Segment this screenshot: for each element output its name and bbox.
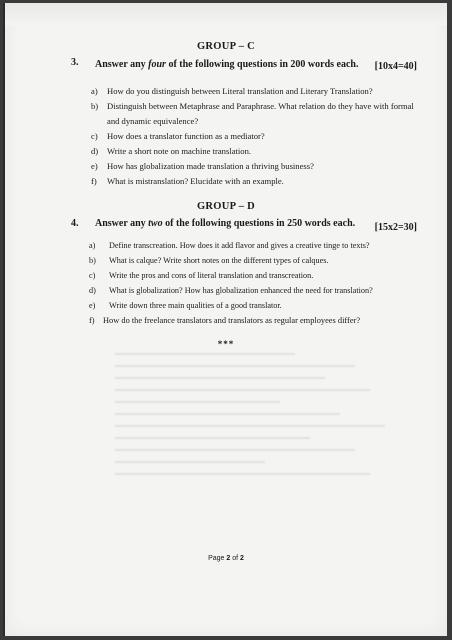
end-of-questions-mark: *** <box>217 339 235 349</box>
question-4-number: 4. <box>71 218 79 229</box>
scan-top-shadow <box>5 3 447 25</box>
question-3-marks: [10x4=40] <box>374 61 417 72</box>
group-d-title: GROUP – D <box>196 201 256 212</box>
page-footer: Page 2 of 2 <box>208 555 244 562</box>
question-4-instruction: Answer any two of the following questions in 250 words each. <box>95 218 356 229</box>
question-4-marks: [15x2=30] <box>374 222 417 233</box>
question-3-number: 3. <box>71 57 79 68</box>
bleed-through-text <box>115 343 415 553</box>
question-3-instruction: Answer any four of the following questions in 200 words each. <box>95 59 359 70</box>
exam-page: GROUP – C 3. Answer any four of the following questions in 200 words each. [10x4=40] a) How do you distinguish between Literal translation and Literary Translation? b) Distinguish between Metaphrase and Paraphrase. What relation do they have with formal and dynamic equivalence? c) How does a translator function as a mediator? d) Write a short note on machine translation. e) How has globalization made translation a thriving business? f) What is mistranslation? Elucidate with an example. GROUP – D 4. Answer any two of the following questions in 250 words each. [15x2=30] a) Define transcreation. How does it add flavor and gives a creative tinge to texts? b) What is calque? Write short notes on the different types of calques. c) Write the pros and cons of literal translation and transcreation. d) What is globalization? How has globalization enhanced the need for translation? e) Write down three main qualities of a good translator. f) How do the freelance translators and translators as regular employees differ? *** Page 2 of 2 <box>3 3 447 636</box>
group-c-title: GROUP – C <box>196 41 256 52</box>
